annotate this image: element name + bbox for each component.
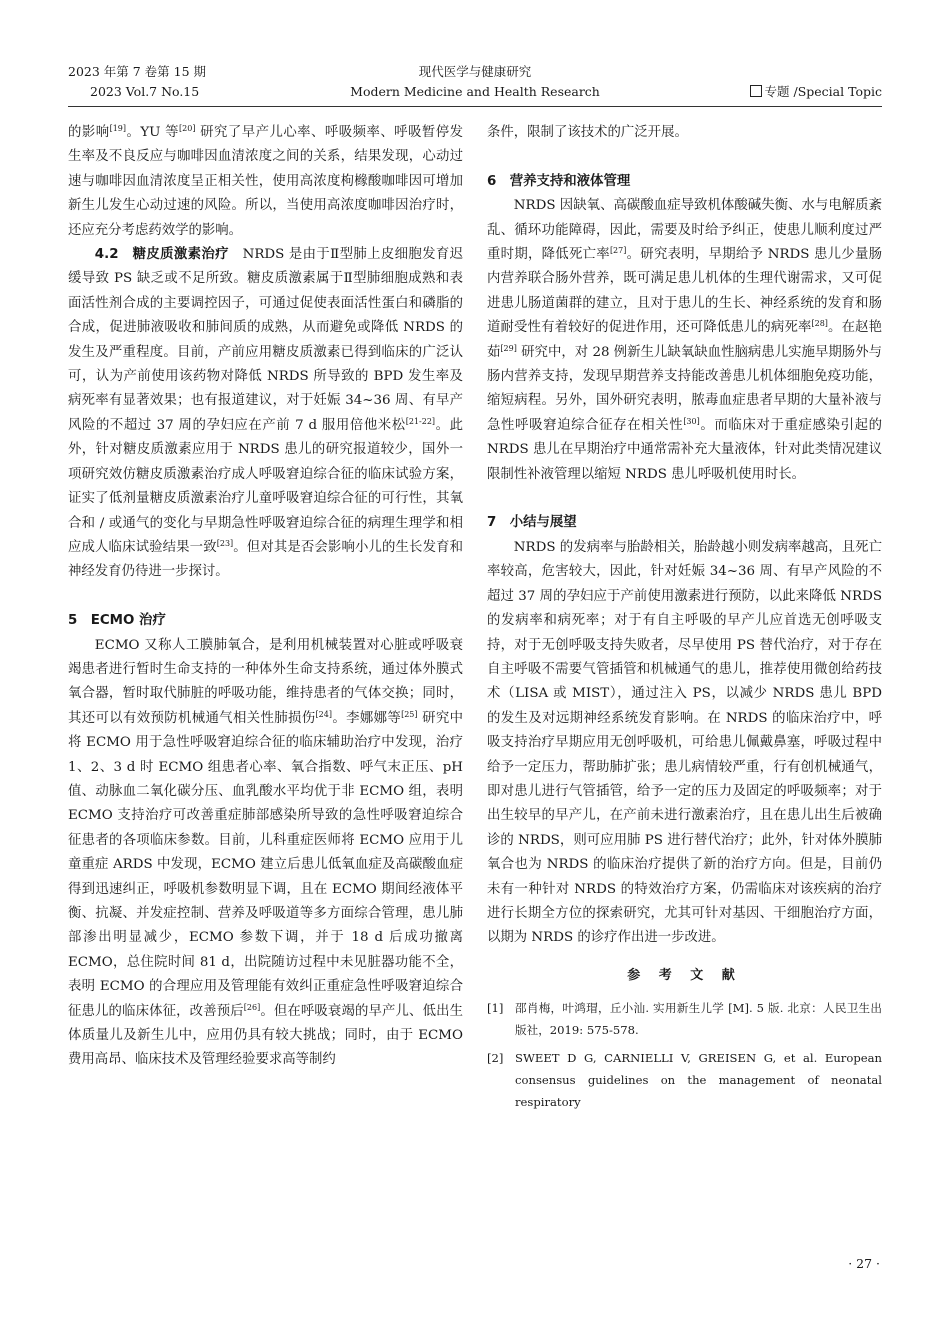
section-7-heading: 7 小结与展望 <box>487 515 577 531</box>
section-7-body: NRDS 的发病率与胎龄相关，胎龄越小则发病率越高，且死亡率较高，危害较大，因此，针对妊娠 34~36 周、有早产风险的不超过 37 周的孕妇应于产前使用激素进行预防，以此来降低 NRDS 的发病率和病死率；对于有自主呼吸的早产儿应首选无创呼吸支持，对于无创呼吸支持失败者，尽早使用 PS 替代治疗，对于存在自主呼吸不需要气管插管和机械通气的患儿，推荐使用微创给药技术（LISA 或 MIST），通过注入 PS，以减少 NRDS 患儿 BPD 的发生及对远期神经系统发育影响。在 NRDS 的临床治疗中，呼吸支持治疗早期应用无创呼吸机，可给患儿佩戴鼻塞，呼吸过程中给予一定压力，帮助肺扩张；患儿病情较严重，行有创机械通气，即对患儿进行气管插管，给予一定的压力及固定的呼吸频率；对于出生较早的早产儿，在产前未进行激素治疗，且在患儿出生后被确诊的 NRDS，则可应用肺 PS 进行替代治疗；此外，针对体外膜肺氧合也为 NRDS 的临床治疗提供了新的治疗方向。但是，目前仍未有一种针对 NRDS 的特效治疗方案，仍需临床对该疾病的治疗进行长期全方位的探索研究，尤其可针对基因、干细胞治疗方面，以期为 NRDS 的诊疗作出进一步改进。 <box>487 539 882 946</box>
reference-text: 邵肖梅，叶鸿瑁，丘小汕. 实用新生儿学 [M]. 5 版. 北京：人民卫生出版社，2019: 575-578. <box>515 1000 882 1037</box>
reference-text: SWEET D G, CARNIELLI V, GREISEN G, et al. European consensus guidelines on the management of neonatal respiratory <box>515 1050 882 1109</box>
section-5-heading: 5 ECMO 治疗 <box>68 613 166 629</box>
reference-item <box>487 997 882 1041</box>
section-6-heading: 6 营养支持和液体管理 <box>487 173 631 189</box>
section-4-2-body: NRDS 是由于Ⅱ型肺上皮细胞发育迟缓导致 PS 缺乏或不足所致。糖皮质激素属于Ⅱ型肺细胞成熟和表面活性剂合成的主要调控因子，可通过促使表面活性蛋白和磷脂的合成，促进肺液吸收和肺间质的成熟，从而避免或降低 NRDS 的发生及严重程度。目前，产前应用糖皮质激素已得到临床的广泛认可，认为产前使用该药物对降低 NRDS 所导致的 BPD 发生率及病死率有显著效果；也有报道建议，对于妊娠 34~36 周、有早产风险的不超过 37 周的孕妇应在产前 7 d 服用倍他米松[21-22]。此外，针对糖皮质激素应用于 NRDS 患儿的研究报道较少，国外一项研究效仿糖皮质激素治疗成人呼吸窘迫综合征的临床试验方案，证实了低剂量糖皮质激素治疗儿童呼吸窘迫综合征的可行性，其氧合和 / 或通气的变化与早期急性呼吸窘迫综合征的病理生理学和相应成人临床试验结果一致[23]。但对其是否会影响小儿的生长发育和神经发育仍待进一步探讨。 <box>68 247 464 580</box>
page-number: · 27 · <box>848 1256 880 1271</box>
section-label <box>750 82 882 102</box>
paragraph-caffeine-end: 的影响[19]。YU 等[20] 研究了早产儿心率、呼吸频率、呼吸暂停发生率及不良反应与咖啡因血清浓度之间的关系，结果发现，心动过速与咖啡因血清浓度呈正相关性，使用高浓度枸橼酸咖啡因可增加新生儿发生心动过速的风险。所以，当使用高浓度咖啡因治疗时，还应充分考虑药效学的影响。 <box>68 124 463 238</box>
left-column <box>68 121 463 1073</box>
reference-number: [2] <box>487 1050 504 1065</box>
reference-number: [1] <box>487 1000 504 1015</box>
checkbox-square-icon <box>750 85 762 97</box>
section-6-body: NRDS 因缺氧、高碳酸血症导致机体酸碱失衡、水与电解质紊乱、循环功能障碍，因此，需要及时给予纠正，使患儿顺利度过严重时期，降低死亡率[27]。研究表明，早期给予 NRDS 患儿少量肠内营养联合肠外营养，既可满足患儿机体的生理代谢需求，又可促进患儿肠道菌群的建立，且对于患儿的生长、神经系统的发育和肠道耐受性有着较好的促进作用，还可降低患儿的病死率[28]。在赵艳茹[29] 研究中，对 28 例新生儿缺氧缺血性脑病患儿实施早期肠外与肠内营养支持，发现早期营养支持能改善患儿机体细胞免疫功能，缩短病程。另外，国外研究表明，脓毒血症患者早期的大量补液与急性呼吸窘迫综合征存在相关性[30]。而临床对于重症感染引起的 NRDS 患儿在早期治疗中通常需补充大量液体，针对此类情况建议限制性补液管理以缩短 NRDS 患儿呼吸机使用时长。 <box>487 198 883 482</box>
reference-item <box>487 1047 882 1113</box>
issue-cn: 2023 年第 7 卷第 15 期 <box>68 64 207 79</box>
references-heading: 参 考 文 献 <box>627 967 742 983</box>
paragraph-ecmo-end: 条件，限制了该技术的广泛开展。 <box>487 125 688 140</box>
journal-title-en: Modern Medicine and Health Research <box>350 84 600 99</box>
section-5-body: ECMO 又称人工膜肺氧合，是利用机械装置对心脏或呼吸衰竭患者进行暂时生命支持的一种体外生命支持系统，通过体外膜式氧合器，暂时取代肺脏的呼吸功能，维持患者的气体交换；同时，其还可以有效预防机械通气相关性肺损伤[24]。李娜娜等[25] 研究中将 ECMO 用于急性呼吸窘迫综合征的临床辅助治疗中发现，治疗 1、2、3 d 时 ECMO 组患者心率、氧合指数、呼气末正压、pH 值、动脉血二氧化碳分压、血乳酸水平均优于非 ECMO 组，表明 ECMO 支持治疗可改善重症肺部感染所导致的急性呼吸窘迫综合征患者的各项临床参数。目前，儿科重症医师将 ECMO 应用于儿童重症 ARDS 中发现，ECMO 建立后患儿低氧血症及高碳酸血症得到迅速纠正，呼吸机参数明显下调，且在 ECMO 期间经液体平衡、抗凝、并发症控制、营养及呼吸道等多方面综合管理，患儿肺部渗出明显减少，ECMO 参数下调，并于 18 d 后成功撤离 ECMO，总住院时间 81 d，出院随访过程中未见脏器功能不全，表明 ECMO 的合理应用及管理能有效纠正重症急性呼吸窘迫综合征患儿的临床体征，改善预后[26]。但在呼吸衰竭的早产儿、低出生体质量儿及新生儿中，应用仍具有较大挑战；同时，由于 ECMO 费用高昂、临床技术及管理经验要求高等制约 <box>68 637 464 1068</box>
journal-title-cn: 现代医学与健康研究 <box>418 64 532 79</box>
section-4-2 <box>68 243 463 585</box>
right-column <box>487 121 882 1119</box>
section-label-text: 专题 /Special Topic <box>764 84 882 99</box>
issue-en: 2023 Vol.7 No.15 <box>90 84 200 99</box>
page-header <box>68 60 882 107</box>
section-4-2-heading: 4.2 糖皮质激素治疗 <box>94 247 229 263</box>
